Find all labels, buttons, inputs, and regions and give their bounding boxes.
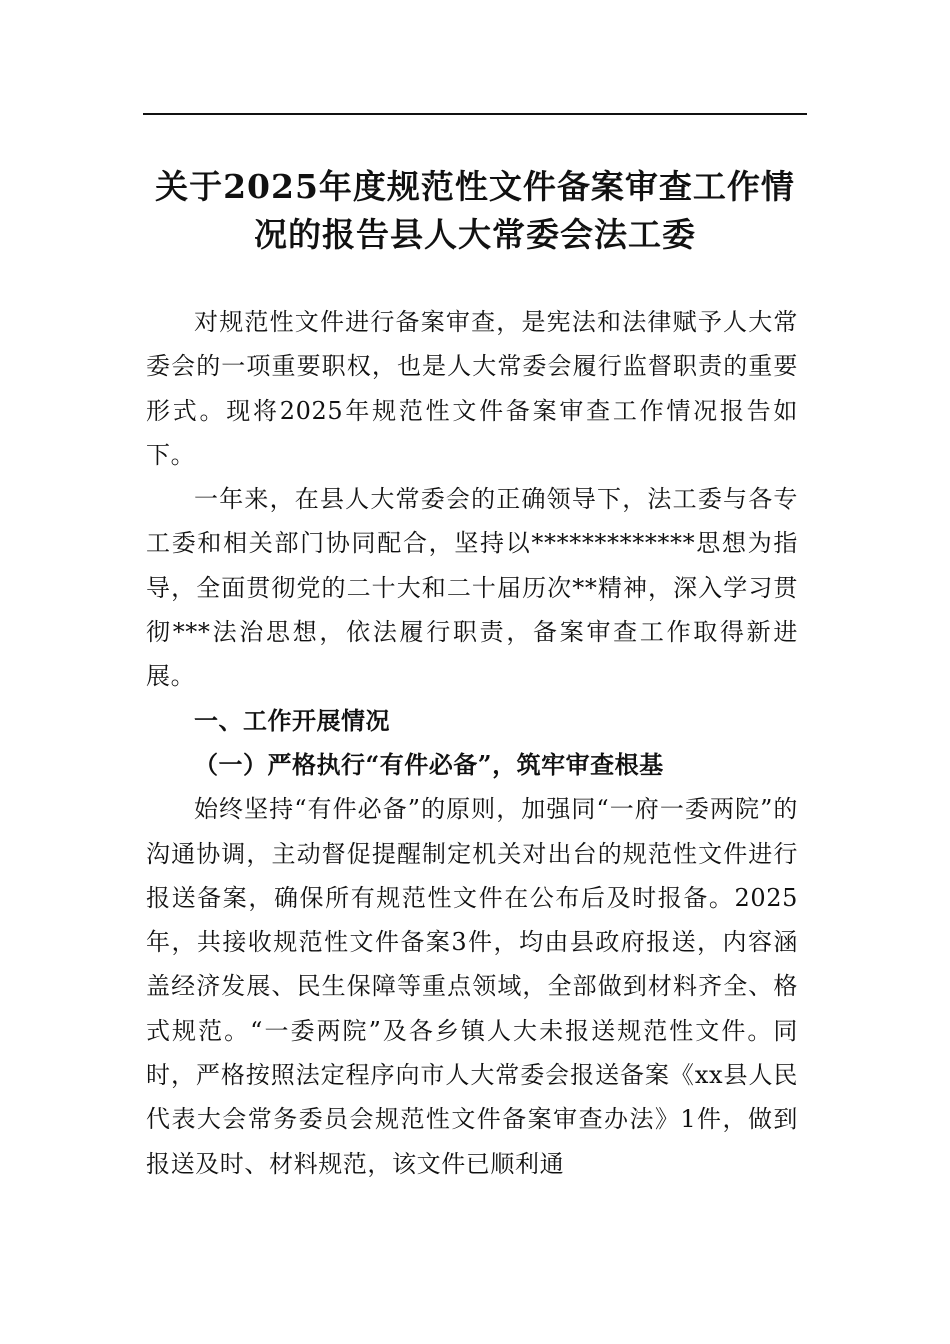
header-rule	[143, 113, 807, 115]
intro-paragraph: 对规范性文件进行备案审查，是宪法和法律赋予人大常委会的一项重要职权，也是人大常委会履行监督职责的重要形式。现将2025年规范性文件备案审查工作情况报告如下。	[146, 308, 798, 469]
subsection-heading: （一）严格执行“有件必备”，筑牢审查根基	[194, 749, 664, 779]
document-title: 关于2025年度规范性文件备案审查工作情况的报告县人大常委会法工委	[155, 167, 795, 254]
overview-paragraph: 一年来，在县人大常委会的正确领导下，法工委与各专工委和相关部门协同配合，坚持以*************思想为指导，全面贯彻党的二十大和二十届历次**精神，深入学习贯彻***法治思想，依法履行职责，备案审查工作取得新进展。	[146, 485, 798, 691]
subsection-paragraph: 始终坚持“有件必备”的原则，加强同“一府一委两院”的沟通协调，主动督促提醒制定机关对出台的规范性文件进行报送备案，确保所有规范性文件在公布后及时报备。2025年，共接收规范性文件备案3件，均由县政府报送，内容涵盖经济发展、民生保障等重点领域，全部做到材料齐全、格式规范。“一委两院”及各乡镇人大未报送规范性文件。同时，严格按照法定程序向市人大常委会报送备案《xx县人民代表大会常务委员会规范性文件备案审查办法》1件，做到报送及时、材料规范，该文件已顺利通	[146, 795, 798, 1178]
section-heading: 一、工作开展情况	[194, 706, 390, 735]
document-body	[146, 300, 798, 1186]
